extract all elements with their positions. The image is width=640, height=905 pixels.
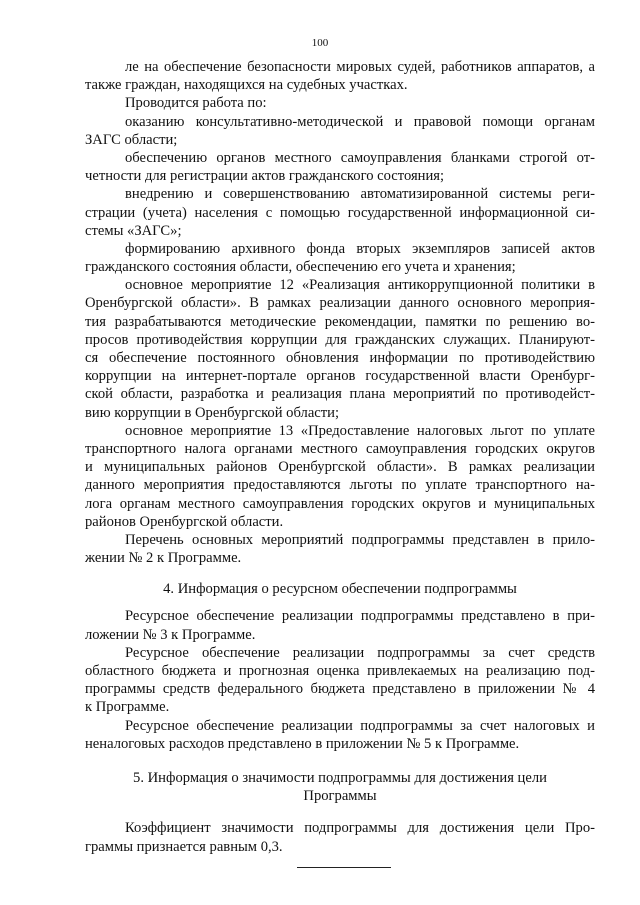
text-line: оказанию консультативно-методической и правовой помощи органам	[125, 113, 595, 130]
paragraph	[85, 276, 595, 422]
paragraph	[85, 185, 595, 240]
text-line: ся обеспечение постоянного обновления информации по противодействию	[85, 350, 595, 366]
text-line: транспортного налога органами местного самоуправления городских округов	[85, 440, 595, 457]
text-line: коррупции на интернет-портале органов государственной власти Оренбург-	[85, 368, 595, 385]
section-5-heading-line: 5. Информация о значимости подпрограммы для достижения цели	[133, 769, 547, 786]
paragraph	[85, 422, 595, 531]
text-line: Проводится работа по:	[125, 95, 267, 112]
text-line: Оренбургской области». В рамках реализации данного основного мероприя-	[85, 295, 595, 312]
document-body	[85, 58, 595, 868]
text-line: формированию архивного фонда вторых экземпляров записей актов	[125, 240, 595, 257]
text-line: Ресурсное обеспечение реализации подпрограммы представлено в при-	[125, 608, 595, 625]
text-line: Перечень основных мероприятий подпрограммы представлен в прило-	[125, 531, 595, 548]
section-5-heading-line: Программы	[303, 788, 377, 805]
text-line: жении № 2 к Программе.	[85, 550, 242, 567]
section-4-heading	[85, 580, 595, 598]
text-line: внедрению и совершенствованию автоматизированной системы реги-	[125, 186, 595, 203]
section-4-body	[85, 607, 595, 753]
section-4-heading-text: 4. Информация о ресурсном обеспечении подпрограммы	[163, 581, 517, 598]
text-line: граммы признается равным 0,3.	[85, 838, 283, 855]
section-5-heading	[85, 769, 595, 805]
text-line: страции (учета) населения с помощью государственной информационной си-	[85, 204, 595, 221]
text-line: и муниципальных районов Оренбургской области». В рамках реализации	[85, 459, 595, 476]
paragraph	[85, 58, 595, 94]
text-line: к Программе.	[85, 699, 170, 716]
text-line: основное мероприятие 12 «Реализация антикоррупционной политики в	[125, 277, 595, 294]
end-of-text-rule	[297, 867, 391, 868]
paragraphs-before-section-4	[85, 58, 595, 567]
text-line: обеспечению органов местного самоуправления бланками строгой от-	[125, 149, 595, 166]
text-line: вию коррупции в Оренбургской области;	[85, 404, 340, 421]
paragraph	[85, 531, 595, 567]
paragraph	[85, 94, 595, 112]
page-number: 100	[311, 37, 329, 49]
text-line: ле на обеспечение безопасности мировых судей, работников аппаратов, а	[125, 59, 595, 75]
text-line: тия разрабатываются методические рекомендации, памятки по решению во-	[85, 313, 595, 330]
paragraph	[85, 819, 595, 855]
text-line: гражданского состояния области, обеспечению его учета и хранения;	[85, 259, 516, 276]
text-line: программы средств федерального бюджета представлено в приложении № 4	[85, 681, 595, 698]
paragraph	[85, 113, 595, 149]
paragraph	[85, 607, 595, 643]
text-line: данного мероприятия предоставляются льготы по уплате транспортного на-	[85, 477, 595, 494]
text-line: неналоговых расходов представлено в приложении № 5 к Программе.	[85, 735, 520, 752]
text-line: ЗАГС области;	[85, 131, 178, 148]
text-line: областного бюджета и прогнозная оценка привлекаемых на реализацию под-	[85, 663, 595, 679]
text-line: также граждан, находящихся на судебных участках.	[85, 77, 408, 94]
text-line: основное мероприятие 13 «Предоставление налоговых льгот по уплате	[125, 422, 595, 439]
section-5-body	[85, 819, 595, 855]
text-line: Ресурсное обеспечение реализации подпрограммы за счет налоговых и	[125, 717, 595, 734]
text-line: четности для регистрации актов гражданского состояния;	[85, 168, 445, 185]
text-line: ской области, разработка и реализация плана мероприятий по противодейст-	[85, 386, 595, 403]
text-line: Ресурсное обеспечение реализации подпрограммы за счет средств	[125, 644, 595, 661]
text-line: ложении № 3 к Программе.	[85, 626, 256, 643]
text-line: лога органам местного самоуправления городских округов и муниципальных	[85, 495, 595, 512]
text-line: просов противодействия коррупции для гражданских служащих. Планируют-	[85, 331, 595, 348]
paragraph	[85, 240, 595, 276]
paragraph	[85, 149, 595, 185]
text-line: районов Оренбургской области.	[85, 513, 284, 530]
paragraph	[85, 717, 595, 753]
text-line: стемы «ЗАГС»;	[85, 222, 182, 239]
paragraph	[85, 644, 595, 717]
text-line: Коэффициент значимости подпрограммы для достижения цели Про-	[125, 820, 595, 837]
